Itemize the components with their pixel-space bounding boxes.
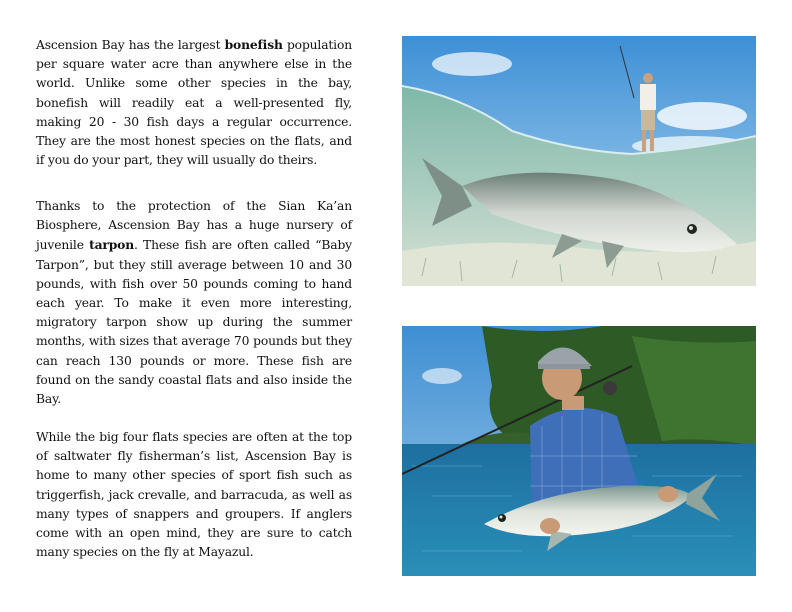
- bonefish-image: [402, 36, 756, 286]
- paragraph-text: While the big four flats species are often at the top of saltwater fly fisherman’s list, Ascension Bay is home to many other species of sport fish such as triggerfish, jack crevalle, and barracuda, as well as many types of snappers and groupers. If anglers come with an open mind, they are sure to catch many species on the fly at Mayazul.: [36, 430, 352, 560]
- paragraph-text: Thanks to the protection of the Sian Ka’an Biosphere, Ascension Bay has a huge nursery of juvenile: [36, 199, 352, 253]
- paragraph-tarpon: [36, 197, 352, 409]
- bonefish-bold: bonefish: [224, 37, 283, 52]
- tarpon-image: [402, 326, 756, 576]
- paragraph-bonefish: [36, 35, 352, 170]
- paragraph-other-species: [36, 428, 352, 562]
- bonefish-photo: [402, 36, 756, 286]
- paragraph-text: . These fish are often called “Baby Tarpon”, but they still average between 10 and 30 pounds, with fish over 50 pounds coming to hand each year. To make it even more interesting, migratory tarpon show up during the summer months, with sizes that average 70 pounds but they can reach 130 pounds or more. These fish are found on the sandy coastal flats and also inside the Bay.: [36, 238, 352, 407]
- paragraph-text: population per square water acre than anywhere else in the world. Unlike some other species in the bay, bonefish will readily eat a well-presented fly, making 20 - 30 fish days a regular occurrence. They are the most honest species on the flats, and if you do your part, they will usually do theirs.: [36, 38, 352, 168]
- tarpon-photo: [402, 326, 756, 576]
- tarpon-bold: tarpon: [89, 237, 135, 253]
- paragraph-text: Ascension Bay has the largest: [36, 38, 225, 52]
